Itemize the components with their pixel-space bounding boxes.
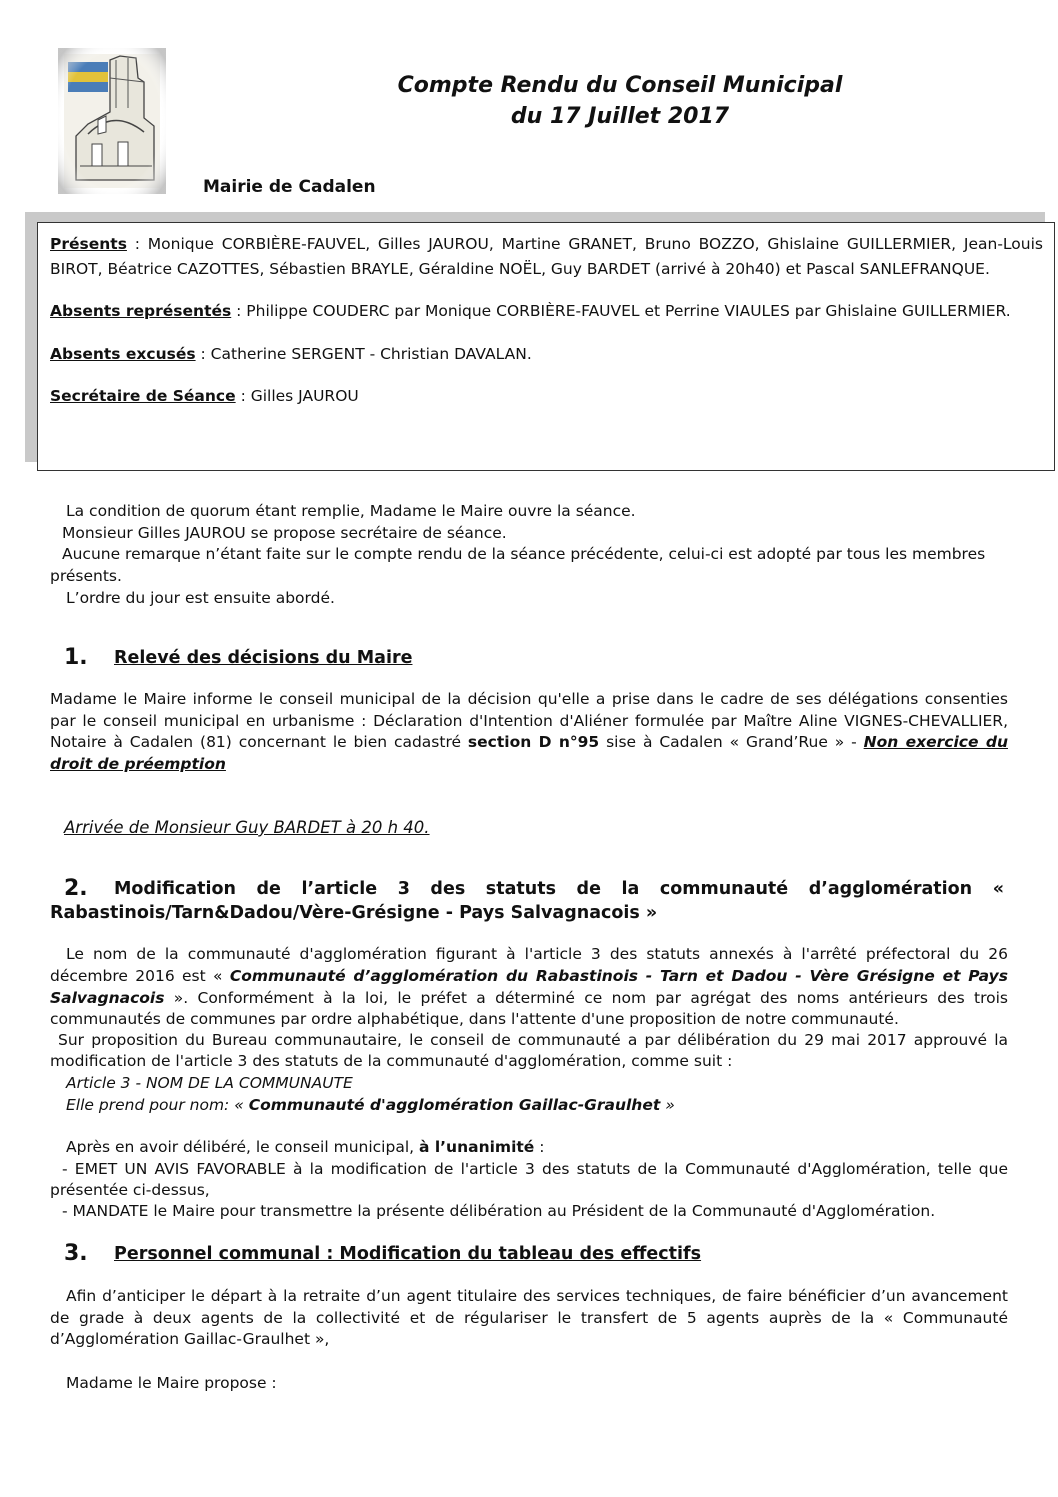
section-2-title-line-1: Modification de l’article 3 des statuts de la communauté d’agglomération «: [114, 879, 1004, 899]
presents-line-1: Présents : Monique CORBIÈRE-FAUVEL, Gilles JAUROU, Martine GRANET, Bruno BOZZO, Ghislaine GUILLERMIER, Jean-Louis: [50, 235, 1043, 253]
section-2-title-line-2: Rabastinois/Tarn&Dadou/Vère-Grésigne - Pays Salvagnacois »: [50, 903, 658, 923]
section-1-title: Relevé des décisions du Maire: [114, 648, 413, 668]
title-line-1: Compte Rendu du Conseil Municipal: [397, 73, 843, 98]
s3-line-3: d’Agglomération Gaillac-Graulhet »,: [50, 1330, 330, 1348]
represented-line: Absents représentés : Philippe COUDERC par Monique CORBIÈRE-FAUVEL et Perrine VIAULES par Ghislaine GUILLERMIER.: [50, 302, 1011, 320]
represented-label: Absents représentés: [50, 302, 232, 320]
new-name-line: Elle prend pour nom: « Communauté d'agglomération Gaillac-Graulhet »: [66, 1096, 675, 1114]
cadastral-section: section D n°95: [467, 733, 600, 751]
intro-line-1: La condition de quorum étant remplie, Madame le Maire ouvre la séance.: [66, 502, 636, 520]
secretary-label: Secrétaire de Séance: [50, 387, 236, 405]
s2-p1-line-2: décembre 2016 est « Communauté d’agglomération du Rabastinois - Tarn et Dadou - Vère Grésigne et Pays: [50, 967, 1008, 985]
excused-label: Absents excusés: [50, 345, 196, 363]
s2-p2-line-1: Sur proposition du Bureau communautaire, le conseil de communauté a par délibération du 29 mai 2017 approuvé la: [58, 1031, 1008, 1049]
section-3-title: Personnel communal : Modification du tableau des effectifs: [114, 1244, 702, 1264]
s2-p2-line-2: modification de l'article 3 des statuts de la communauté d'agglomération, comme suit :: [50, 1052, 733, 1070]
s1-line-3: Notaire à Cadalen (81) concernant le bien cadastré section D n°95 sise à Cadalen « Grand’Rue » - Non exercice du: [50, 733, 1008, 751]
excused-line: Absents excusés : Catherine SERGENT - Christian DAVALAN.: [50, 345, 532, 363]
decision-line-2: présentée ci-dessus,: [50, 1181, 210, 1199]
s1-line-2: par le conseil municipal en urbanisme : Déclaration d'Intention d'Aliéner formulée par Maître Aline VIGNES-CHEVALLIER,: [50, 712, 1008, 730]
deliberation-line: Après en avoir délibéré, le conseil municipal, à l’unanimité :: [66, 1138, 545, 1156]
section-3-number: 3.: [64, 1241, 88, 1266]
new-community-name: Communauté d'agglomération Gaillac-Graulhet: [248, 1096, 661, 1114]
s3-line-2: de grade à deux agents de la collectivité et de régulariser le transfert de 5 agents auprès de la « Communauté: [50, 1309, 1008, 1327]
mairie-name: Mairie de Cadalen: [203, 177, 376, 197]
s1-line-4: droit de préemption: [50, 755, 226, 773]
s1-line-1: Madame le Maire informe le conseil municipal de la décision qu'elle a prise dans le cadre de ses délégations consenties: [50, 690, 1008, 708]
intro-line-5: L’ordre du jour est ensuite abordé.: [66, 589, 335, 607]
s2-p1-line-1: Le nom de la communauté d'agglomération figurant à l'article 3 des statuts annexés à l'arrêté préfectoral du 26: [66, 945, 1008, 963]
document-title: [300, 70, 940, 132]
intro-line-2: Monsieur Gilles JAUROU se propose secrétaire de séance.: [62, 524, 507, 542]
title-line-2: du 17 Juillet 2017: [510, 104, 730, 129]
presents-line-2: BIROT, Béatrice CAZOTTES, Sébastien BRAYLE, Géraldine NOËL, Guy BARDET (arrivé à 20h40) et Pascal SANLEFRANQUE.: [50, 260, 990, 278]
s3-line-1: Afin d’anticiper le départ à la retraite d’un agent titulaire des services techniques, de faire bénéficier d’un avancement: [66, 1287, 1008, 1305]
presents-label: Présents: [50, 235, 127, 253]
secretary-line: Secrétaire de Séance : Gilles JAUROU: [50, 387, 359, 405]
decision-line-1: - EMET UN AVIS FAVORABLE à la modification de l'article 3 des statuts de la Communauté d'Agglomération, telle que: [62, 1160, 1008, 1178]
decision-line-3: - MANDATE le Maire pour transmettre la présente délibération au Président de la Communauté d'Agglomération.: [62, 1202, 936, 1220]
article-heading: Article 3 - NOM DE LA COMMUNAUTE: [66, 1074, 353, 1092]
section-1-number: 1.: [64, 645, 88, 670]
s2-p1-line-4: communautés de communes par ordre alphabétique, dans l'attente d'une proposition de notre communauté.: [50, 1010, 899, 1028]
s3-line-4: Madame le Maire propose :: [66, 1374, 277, 1392]
s2-p1-line-3: Salvagnacois ». Conformément à la loi, le préfet a déterminé ce nom par agrégat des noms antérieurs des trois: [50, 989, 1008, 1007]
intro-line-3: Aucune remarque n’étant faite sur le compte rendu de la séance précédente, celui-ci est adopté par tous les membres: [62, 545, 986, 563]
arrival-note: Arrivée de Monsieur Guy BARDET à 20 h 40.: [64, 818, 430, 837]
section-2-number: 2.: [64, 876, 88, 901]
mairie-logo: [58, 48, 166, 194]
intro-line-4: présents.: [50, 567, 122, 585]
